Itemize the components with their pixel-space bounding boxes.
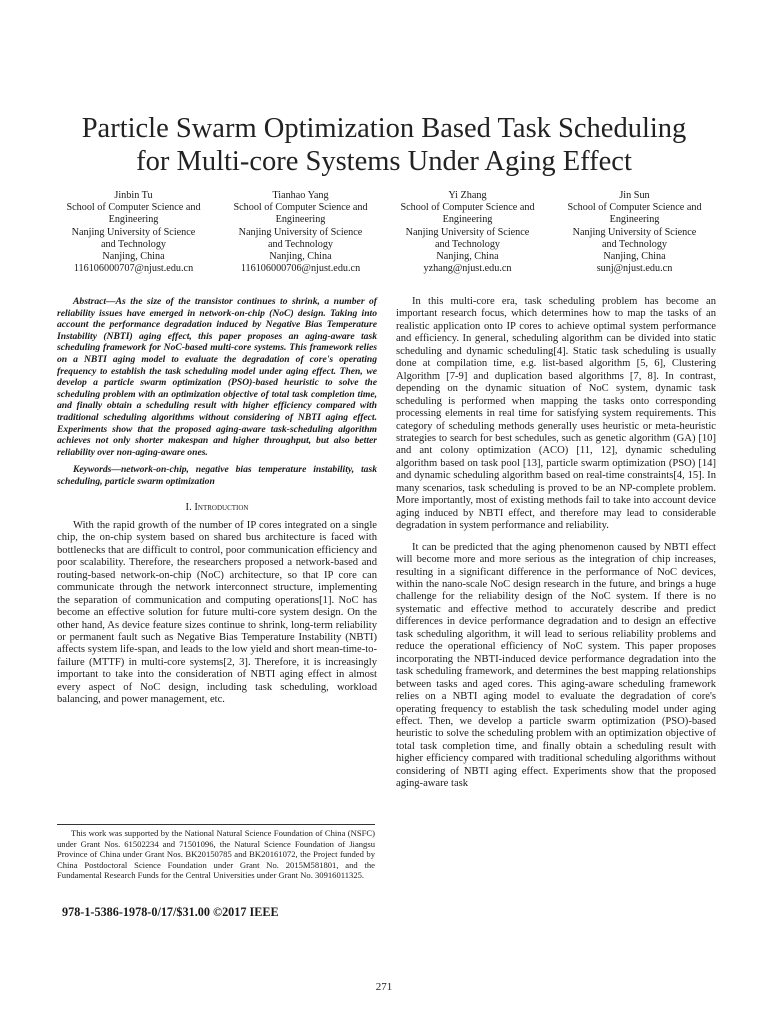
abstract: Abstract—As the size of the transistor continues to shrink, a number of reliability issues have emerged in network-on-chip (NoC) design. Taking into account the performance degradation induced by Negative Bias Temperature Instability (NBTI) aging effect, this paper proposes an aging-aware task scheduling framework for NoC-based multi-core systems. This framework relies on a NBTI aging model to evaluate the degradation of core's operating frequency to establish the task scheduling model under aging effect. Then, we develop a particle swarm optimization (PSO)-based heuristic to solve the scheduling problem with an optimization objective of total task completion time, and finally obtain a scheduling result with higher efficiency compared with traditional scheduling algorithms without considering of NBTI aging effect. Experiments show that the proposed aging-aware task-scheduling algorithm achieves not only shorter makespan and higher throughput, but also better reliability over non-aging-aware ones. bbox=[57, 296, 377, 458]
funding-footnote bbox=[57, 824, 375, 881]
copyright-line: 978-1-5386-1978-0/17/$31.00 ©2017 IEEE bbox=[62, 905, 279, 919]
author-block: Tianhao Yang School of Computer Science and Engineering Nanjing University of Science and Technology Nanjing, China 116106000706@njust.edu.cn bbox=[233, 190, 368, 275]
left-column bbox=[57, 296, 377, 707]
intro-paragraph: With the rapid growth of the number of IP cores integrated on a single chip, the on-chip system based on shared bus architecture is faced with bottlenecks that are difficult to control, poor communication efficiency and poor scalability. Therefore, the researchers proposed a network-based and routing-based network-on-chip (NoC) architecture, so that IP core can communicate through the network interconnect structure, implementing the separation of communication and computing operations[1]. NoC has become an effective solution for future multi-core system design. On the other hand, As device feature sizes continue to shrink, long-term reliability or permanent fault such as Negative Bias Temperature Instability (NBTI) affects system life-span, and leads to the low yield and short mean-time-to-failure (MTTF) in multi-core systems[2, 3]. Therefore, it is increasingly important to take into the consideration of NBTI aging effect in almost every aspect of NoC design, including task scheduling, workload balancing, and power management, etc. bbox=[57, 519, 377, 706]
page-number: 271 bbox=[375, 981, 393, 993]
footnote-text: This work was supported by the National Natural Science Foundation of China (NSFC) under Grant Nos. 61502234 and 71501096, the Natural Science Foundation of Jiangsu Province of China under Grant Nos. BK20150785 and BK20161072, the Project funded by China Postdoctoral Science Foundation under Grant No. 2015M581801, and the Fundamental Research Funds for the Central Universities under Grant No. 30916011325. bbox=[57, 828, 375, 881]
keywords: Keywords—network-on-chip, negative bias temperature instability, task scheduling, particle swarm optimization bbox=[57, 464, 377, 487]
paper-title: Particle Swarm Optimization Based Task Scheduling for Multi-core Systems Under Aging Effect bbox=[81, 113, 687, 177]
right-column bbox=[396, 296, 716, 791]
author-list bbox=[50, 190, 718, 275]
body-paragraph: It can be predicted that the aging phenomenon caused by NBTI effect will become more and more serious as the integration of chip increases, resulting in a significant difference in the performance of NoC devices, within the nano-scale NoC design research in the future, and brings a huge challenge for the reliability design of the NoC system. If there is no systematic and effective method to accurately describe and predict differences in device performance degradation and to design an effective task scheduling algorithm, it will lead to serious reliability problems and reduce the operational efficiency of NoC system. This paper proposes incorporating the NBTI-induced device performance degradation into the task scheduling framework, and determines the best mapping relationships between tasks and aged cores. This aging-aware scheduling framework relies on a NBTI aging model to evaluate the degradation of core's operating frequency to establish the task scheduling model under aging effect. Then, we develop a particle swarm optimization (PSO)-based heuristic to solve the scheduling problem with an optimization objective of total task completion time, and finally obtain a scheduling result with higher efficiency compared with traditional scheduling algorithms without considering of NBTI aging effect. Experiments show that the proposed aging-aware task bbox=[396, 541, 716, 790]
body-paragraph: In this multi-core era, task scheduling problem has become an important research focus, which determines how to map the tasks of an realistic application onto IP cores to achieve optimal system performance and efficiency. In general, scheduling algorithm can be divided into static scheduling and dynamic scheduling[4]. Static task scheduling is usually done at compilation time, e.g. list-based algorithm [5, 6], Clustering Algorithm [7-9] and duplication based algorithms [7, 8]. In contrast, depending on the dynamic situation of NoC system, dynamic task scheduling is performed when mapping the tasks onto corresponding processing elements in real time for satisfying system requirements. This category of scheduling methods generally uses heuristic or meta-heuristic strategies to search for best schedules, such as genetic algorithm (GA) [10] and ant colony optimization (ACO) [11, 12], dynamic scheduling algorithm based on task pool [13], particle swarm optimization (PSO) [14] and dynamic scheduling algorithm based on real-time constraints[4, 15]. In many scenarios, task scheduling is proved to be an NP-complete problem. More importantly, most of existing methods fail to take into account device aging induced by NBTI effect, and therefore may lead to considerable degradation in system performance and reliability. bbox=[396, 296, 716, 532]
section-heading: I. Introduction bbox=[185, 501, 249, 513]
author-block: Yi Zhang School of Computer Science and Engineering Nanjing University of Science and Technology Nanjing, China yzhang@njust.edu.cn bbox=[400, 190, 535, 275]
author-block: Jin Sun School of Computer Science and Engineering Nanjing University of Science and Technology Nanjing, China sunj@njust.edu.cn bbox=[567, 190, 702, 275]
author-block: Jinbin Tu School of Computer Science and Engineering Nanjing University of Science and Technology Nanjing, China 116106000707@njust.edu.cn bbox=[66, 190, 201, 275]
